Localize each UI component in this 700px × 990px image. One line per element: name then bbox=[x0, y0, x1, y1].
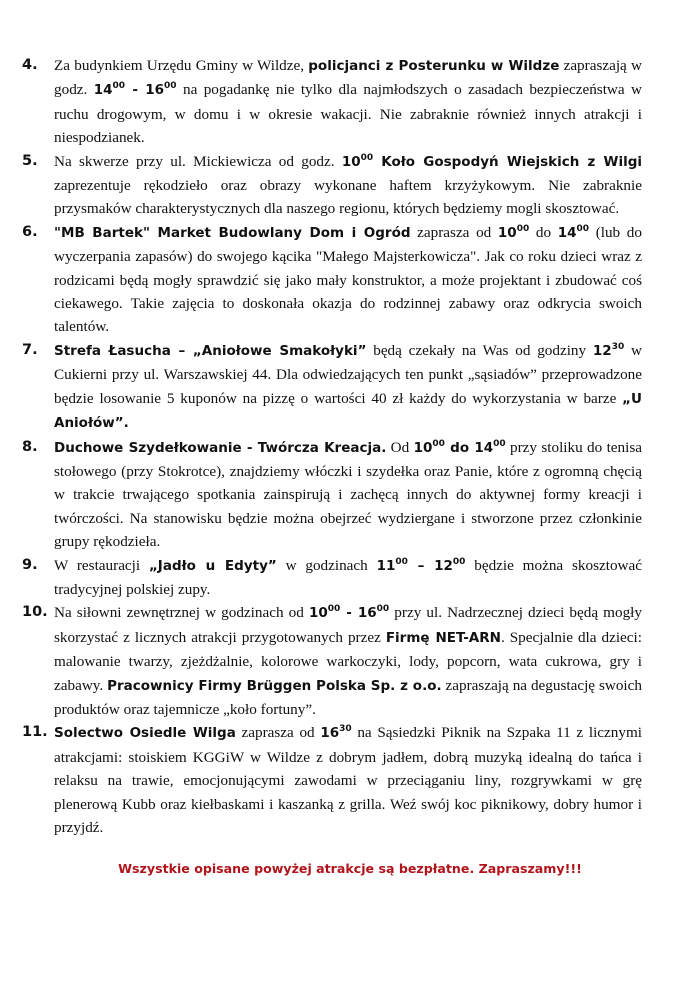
text-segment: W restauracji bbox=[54, 556, 149, 574]
text-segment: będą czekały na Was od godziny bbox=[366, 341, 593, 359]
item-text bbox=[54, 54, 642, 150]
bold-text: Strefa Łasucha – „Aniołowe Smakołyki” bbox=[54, 342, 367, 359]
superscript-time: 00 bbox=[493, 438, 506, 449]
text-segment: . Specjalnie dla dzieci: malowanie twarzy, zjeżdżalnie, kolorowe warkoczyki, lody, popcorn, wata cukrowa, gry i zabawy. bbox=[54, 628, 642, 694]
superscript-time: 30 bbox=[611, 341, 625, 352]
bold-text: - bbox=[125, 82, 146, 99]
text-segment: przy stoliku do tenisa stołowego (przy Stokrotce), znajdziemy włóczki i szydełka oraz Panie, które z ogromną chęcią w trakcie trwającego spotkania zainspirują i zachęcą innych do aktywnej formy kreacji i twórczości. Na stanowisku będzie można obejrzeć wydziergane i stworzone przez członkinie grupy rękodzieła. bbox=[54, 438, 643, 551]
item-text bbox=[54, 150, 642, 221]
bold-text: Koło Gospodyń Wiejskich z Wilgi bbox=[373, 153, 642, 170]
item-number: 9. bbox=[22, 556, 38, 573]
bold-text: 16 bbox=[357, 605, 377, 622]
item-text bbox=[54, 554, 642, 602]
text-segment: w godzinach bbox=[276, 556, 377, 574]
text-segment: zapraszają na degustację swoich produktów oraz tajemnicze „koło fortuny”. bbox=[54, 676, 642, 718]
bold-text: 12 bbox=[434, 557, 453, 574]
bold-text: 16 bbox=[320, 725, 340, 742]
bold-text: - bbox=[340, 605, 358, 622]
item-number: 8. bbox=[22, 438, 38, 455]
bold-text: "MB Bartek" Market Budowlany Dom i Ogród bbox=[54, 224, 411, 241]
event-list bbox=[22, 54, 642, 839]
text-segment: Na skwerze przy ul. Mickiewicza od godz. bbox=[54, 152, 342, 170]
text-segment: Na siłowni zewnętrznej w godzinach od bbox=[54, 604, 309, 622]
bold-text: 10 bbox=[413, 439, 433, 456]
bold-text: Pracownicy Firmy Brüggen Polska Sp. z o.o. bbox=[107, 677, 442, 694]
text-segment: zapraszają w godz. bbox=[54, 57, 642, 99]
superscript-time: 00 bbox=[112, 81, 126, 92]
item-number: 10. bbox=[22, 604, 48, 621]
bold-text: „Jadło u Edyty” bbox=[148, 557, 277, 574]
list-item bbox=[22, 54, 642, 150]
text-segment: na Sąsiedzki Piknik na Szpaka 11 z licznymi atrakcjami: stoiskiem KGGiW w Wildze z dobrym jadłem, dobrą muzyką idealną do tańca i relaksu na trawie, emocjonującymi zawodami w przeciąganiu liny, rozgrywkami w grę plenerową Kubb oraz kiełbaskami i kaszanką z grilla. Weź swój koc piknikowy, dobry humor i przyjdź. bbox=[54, 724, 642, 836]
superscript-time: 00 bbox=[164, 81, 177, 92]
list-item bbox=[22, 554, 642, 602]
text-segment: na pogadankę nie tylko dla najmłodszych o zasadach bezpieczeństwa w ruchu drogowym, w domu i w okresie wakacji. Nie zabraknie również innych atrakcji i niespodzianek. bbox=[54, 81, 642, 147]
text-segment: zaprasza od bbox=[235, 724, 321, 742]
text-segment: Od bbox=[386, 438, 414, 456]
superscript-time: 00 bbox=[516, 223, 530, 234]
item-text bbox=[54, 339, 642, 436]
superscript-time: 30 bbox=[339, 724, 352, 735]
item-text bbox=[54, 436, 642, 554]
bold-text: 14 bbox=[93, 82, 113, 99]
superscript-time: 00 bbox=[452, 556, 466, 567]
list-item bbox=[22, 339, 642, 436]
text-segment: będzie można skosztować tradycyjnej polskiej zupy. bbox=[54, 556, 642, 598]
superscript-time: 00 bbox=[376, 604, 390, 615]
text-segment: zaprezentuje rękodzieło oraz obrazy wykonane haftem krzyżykowym. Nie zabraknie przysmaków charakterystycznych dla naszego regionu, których będziemy mogli skosztować. bbox=[54, 177, 642, 218]
item-text bbox=[54, 721, 642, 839]
item-number: 4. bbox=[22, 57, 38, 73]
superscript-time: 00 bbox=[360, 152, 374, 163]
bold-text: 12 bbox=[592, 342, 612, 359]
list-item bbox=[22, 721, 642, 839]
bold-text: Solectwo Osiedle Wilga bbox=[54, 725, 236, 742]
text-segment: (lub do wyczerpania zapasów) do swojego kącika "Małego Majsterkowicza". Jak co roku dzieci wraz z rodzicami będą mogły sprawdzić się jako mały konstruktor, a może projektant i zbudować coś ciekawego. Takie zajęcia to doskonała okazja do rodzinnej zabawy oraz odkrycia swoich talentów. bbox=[54, 223, 642, 336]
bold-text: Firmę NET-ARN bbox=[385, 629, 501, 646]
item-text bbox=[54, 221, 642, 339]
item-text bbox=[54, 601, 642, 721]
bold-text: 10 bbox=[341, 153, 361, 170]
list-item bbox=[22, 221, 642, 339]
item-number: 6. bbox=[22, 223, 38, 240]
superscript-time: 00 bbox=[432, 438, 445, 449]
bold-text: 10 bbox=[308, 605, 328, 622]
superscript-time: 00 bbox=[327, 604, 341, 615]
bold-text: 16 bbox=[145, 82, 165, 99]
item-number: 11. bbox=[22, 724, 48, 741]
text-segment: w Cukierni przy ul. Warszawskiej 44. Dla odwiedzających ten punkt „sąsiadów” przeprowadzone będzie losowanie 5 kuponów na pizzę o wartości 40 zł każdy do wykorzystania w barze bbox=[54, 341, 642, 407]
list-item bbox=[22, 150, 642, 221]
bold-text: Duchowe Szydełkowanie - Twórcza Kreacja. bbox=[54, 439, 387, 456]
text-segment: Za budynkiem Urzędu Gminy w Wildze, bbox=[54, 57, 309, 74]
bold-text: 11 bbox=[376, 557, 396, 574]
bold-text: 10 bbox=[497, 224, 517, 241]
bold-text: 14 bbox=[474, 439, 494, 456]
bold-text: „U Aniołów”. bbox=[54, 390, 642, 432]
text-segment: przy ul. Nadrzecznej dzieci będą mogły skorzystać z licznych atrakcji przygotowanych przez bbox=[54, 604, 642, 646]
list-item bbox=[22, 601, 642, 721]
item-number: 7. bbox=[22, 341, 38, 358]
bold-text: 14 bbox=[557, 224, 577, 241]
superscript-time: 00 bbox=[395, 556, 408, 567]
superscript-time: 00 bbox=[576, 223, 590, 234]
text-segment: do bbox=[529, 223, 558, 241]
text-segment: zaprasza od bbox=[410, 223, 498, 241]
footer-note: Wszystkie opisane powyżej atrakcje są bezpłatne. Zapraszamy!!! bbox=[118, 861, 582, 876]
bold-text: do bbox=[444, 439, 475, 456]
bold-text: – bbox=[407, 557, 435, 574]
list-item bbox=[22, 436, 642, 554]
bold-text: policjanci z Posterunku w Wildze bbox=[308, 58, 560, 74]
item-number: 5. bbox=[22, 152, 38, 169]
